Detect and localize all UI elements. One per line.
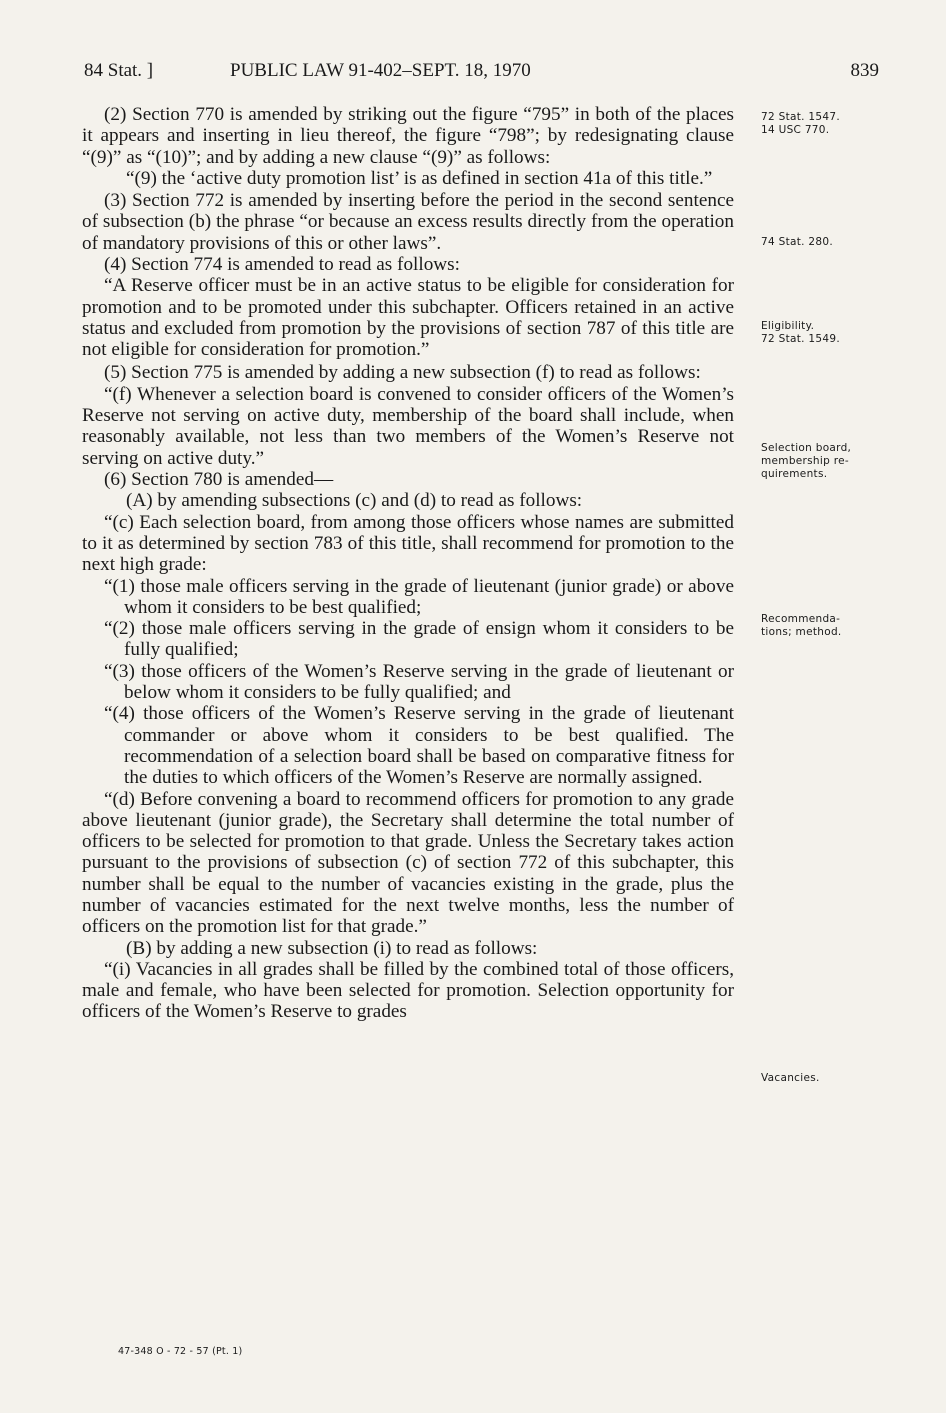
margin-note-selection-board: Selection board, membership re- quirements. (761, 442, 852, 480)
page-footer: 47-348 O - 72 - 57 (Pt. 1) (118, 1346, 243, 1357)
margin-note-recommendations: Recommenda- tions; method. (761, 613, 842, 638)
paragraph: (2) Section 770 is amended by striking out the figure “795” in both of the places it appears and inserting in lieu thereof, the figure “798”; by redesignating clause “(9)” as “(10)”; and by adding a new clause “(9)” as follows: (82, 104, 734, 168)
margin-note-citation: 72 Stat. 1547. 14 USC 770. (761, 111, 840, 136)
paragraph: “(3) those officers of the Women’s Reserve serving in the grade of lieutenant or below whom it considers to be fully qualified; and (104, 660, 734, 704)
paragraph: “(d) Before convening a board to recommend officers for promotion to any grade above lieutenant (junior grade), the Secretary shall determine the total number of officers to be selected for promotion to that grade. Unless the Secretary takes action pursuant to the provisions of subsection (c) of section 772 of this subchapter, this number shall be equal to the number of vacancies existing in the grade, plus the number of vacancies estimated for the next twelve months, less the number of officers on the promotion list for that grade.” (82, 788, 734, 938)
paragraph: “(4) those officers of the Women’s Reserve serving in the grade of lieutenant commander or above whom it considers to be best qualified. The recommendation of a selection board shall be based on comparative fitness for the duties to which officers of the Women’s Reserve are normally assigned. (104, 703, 734, 789)
paragraph: “(f) Whenever a selection board is convened to consider officers of the Women’s Reserve not serving on active duty, membership of the board shall include, when reasonably available, not less than two members of the Women’s Reserve not serving on active duty.” (82, 383, 734, 469)
volume-reference: 84 Stat. ] (84, 60, 154, 81)
paragraph: “(2) those male officers serving in the grade of ensign whom it considers to be fully qualified; (104, 618, 734, 661)
paragraph: (4) Section 774 is amended to read as follows: (104, 254, 460, 276)
margin-note-vacancies: Vacancies. (761, 1072, 820, 1084)
page-header (84, 60, 879, 90)
page-title: PUBLIC LAW 91-402–SEPT. 18, 1970 (230, 60, 531, 81)
paragraph: (3) Section 772 is amended by inserting before the period in the second sentence of subsection (b) the phrase “or because an excess results directly from the operation of mandatory provisions of this or other laws”. (82, 190, 734, 254)
paragraph: (5) Section 775 is amended by adding a new subsection (f) to read as follows: (104, 361, 701, 383)
paragraph: “(i) Vacancies in all grades shall be filled by the combined total of those officers, male and female, who have been selected for promotion. Selection opportunity for officers of the Women’s Reserve to grades (82, 958, 734, 1023)
paragraph: “(9) the ‘active duty promotion list’ is as defined in section 41a of this title.” (126, 167, 713, 189)
margin-note-citation: 74 Stat. 280. (761, 236, 833, 248)
page-number: 839 (850, 60, 879, 81)
body-text (82, 104, 734, 1023)
paragraph: “(c) Each selection board, from among those officers whose names are submitted to it as determined by section 783 of this title, shall recommend for promotion to the next high grade: (82, 511, 734, 576)
paragraph: (B) by adding a new subsection (i) to read as follows: (126, 937, 538, 959)
margin-note-eligibility: Eligibility. 72 Stat. 1549. (761, 320, 840, 345)
paragraph: (A) by amending subsections (c) and (d) to read as follows: (126, 490, 583, 512)
paragraph: “A Reserve officer must be in an active status to be eligible for consideration for promotion and to be promoted under this subchapter. Officers retained in an active status and excluded from promotion by the provisions of section 787 of this title are not eligible for consideration for promotion.” (82, 275, 734, 361)
paragraph: (6) Section 780 is amended— (104, 469, 334, 491)
paragraph: “(1) those male officers serving in the grade of lieutenant (junior grade) or above whom it considers to be best qualified; (104, 575, 734, 618)
